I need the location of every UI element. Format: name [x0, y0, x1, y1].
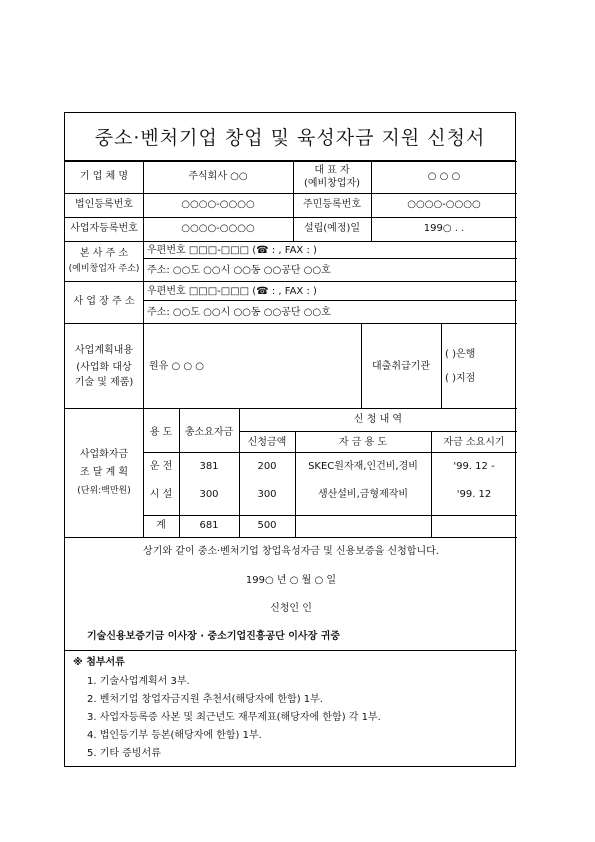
rule: [65, 537, 517, 538]
ceo-value: ○ ○ ○: [427, 171, 461, 182]
addressee: 기술신용보증기금 이사장 · 중소기업진흥공단 이사장 귀중: [87, 631, 341, 642]
row-amount: 300: [257, 489, 277, 500]
rule: [65, 217, 517, 218]
hq-postal-line: 우편번호 □□□-□□□ (☎ : , FAX : ): [147, 245, 317, 256]
rule: [65, 650, 517, 651]
fund-label: 사업화자금: [79, 449, 129, 460]
attachments-title: ※ 첨부서류: [73, 657, 125, 668]
rule: [65, 193, 517, 194]
application-date: 199○ 년 ○ 월 ○ 일: [245, 575, 337, 586]
rule: [143, 452, 517, 453]
row-use: 운 전: [149, 461, 173, 472]
row-total: 381: [199, 461, 219, 472]
hq-label: 본 사 주 소: [79, 248, 129, 259]
col-purpose: 자 금 용 도: [338, 437, 388, 448]
site-address-line: 주소: ○○도 ○○시 ○○동 ○○공단 ○○호: [147, 307, 331, 318]
rule: [65, 241, 517, 242]
fund-label-unit: (단위:백만원): [77, 486, 131, 496]
rule: [143, 258, 517, 259]
rule: [65, 408, 517, 409]
attachment-item: 2. 벤처기업 창업자금지원 추천서(해당자에 한함) 1부.: [87, 694, 323, 705]
corp-reg-value: ○○○○-○○○○: [181, 199, 255, 210]
rule: [239, 431, 517, 432]
row-total: 300: [199, 489, 219, 500]
col-request: 신 청 내 역: [353, 414, 403, 425]
col-total: 총소요자금: [184, 427, 234, 438]
attachment-item: 1. 기술사업계획서 3부.: [87, 676, 190, 687]
biz-reg-value: ○○○○-○○○○: [181, 223, 255, 234]
site-label: 사 업 장 주 소: [73, 296, 135, 307]
rule: [143, 300, 517, 301]
bank-field: ( )은행: [445, 349, 476, 360]
corp-reg-label: 법인등록번호: [75, 199, 133, 210]
col-amount: 신청금액: [247, 437, 287, 448]
col-period: 자금 소요시기: [443, 437, 505, 448]
hq-label-sub: (예비창업자 주소): [68, 264, 140, 274]
plan-label-3: 기술 및 제품): [74, 377, 134, 388]
row-period: '99. 12 -: [453, 461, 495, 472]
row-use: 계: [156, 520, 166, 531]
site-postal-line: 우편번호 □□□-□□□ (☎ : , FAX : ): [147, 286, 317, 297]
row-total: 681: [199, 520, 219, 531]
company-name-label: 기 업 체 명: [79, 171, 129, 182]
ceo-label: 대 표 자: [314, 165, 350, 176]
rule: [65, 161, 517, 162]
founded-value: 199○ . .: [423, 223, 465, 234]
declaration-text: 상기와 같이 중소·벤처기업 창업육성자금 및 신용보증을 신청합니다.: [143, 546, 439, 557]
plan-label-2: (사업화 대상: [76, 362, 132, 373]
attachment-item: 4. 법인등기부 등본(해당자에 한함) 1부.: [87, 730, 262, 741]
row-purpose: SKEC원자재,인건비,경비: [308, 461, 418, 472]
attachment-item: 3. 사업자등록증 사본 및 최근년도 재무제표(해당자에 한함) 각 1부.: [87, 712, 381, 723]
form-title: 중소·벤처기업 창업 및 육성자금 지원 신청서: [65, 113, 515, 161]
application-form: [64, 112, 516, 767]
lender-label: 대출취급기관: [372, 361, 430, 372]
fund-label-2: 조 달 계 획: [79, 467, 129, 478]
hq-address-line: 주소: ○○도 ○○시 ○○동 ○○공단 ○○호: [147, 265, 331, 276]
row-period: '99. 12: [456, 489, 492, 500]
row-purpose: 생산설비,금형제작비: [317, 489, 409, 500]
row-amount: 500: [257, 520, 277, 531]
plan-value: 원유 ○ ○ ○: [149, 361, 205, 372]
company-name-value: 주식회사 ○○: [188, 171, 248, 182]
col-use: 용 도: [149, 427, 173, 438]
rule: [65, 323, 517, 324]
rule: [441, 323, 442, 408]
rule: [143, 161, 144, 537]
row-amount: 200: [257, 461, 277, 472]
rule: [143, 515, 517, 516]
plan-label: 사업계획내용: [75, 345, 133, 356]
resident-reg-label: 주민등록번호: [303, 199, 361, 210]
branch-field: ( )지점: [445, 373, 476, 384]
row-use: 시 설: [149, 489, 173, 500]
founded-label: 설립(예정)일: [303, 223, 361, 234]
resident-reg-value: ○○○○-○○○○: [407, 199, 481, 210]
applicant-signature: 신청인 인: [270, 603, 312, 614]
rule: [65, 281, 517, 282]
ceo-label-sub: (예비창업자): [303, 178, 361, 189]
attachment-item: 5. 기타 증빙서류: [87, 748, 161, 759]
biz-reg-label: 사업자등록번호: [70, 223, 138, 234]
